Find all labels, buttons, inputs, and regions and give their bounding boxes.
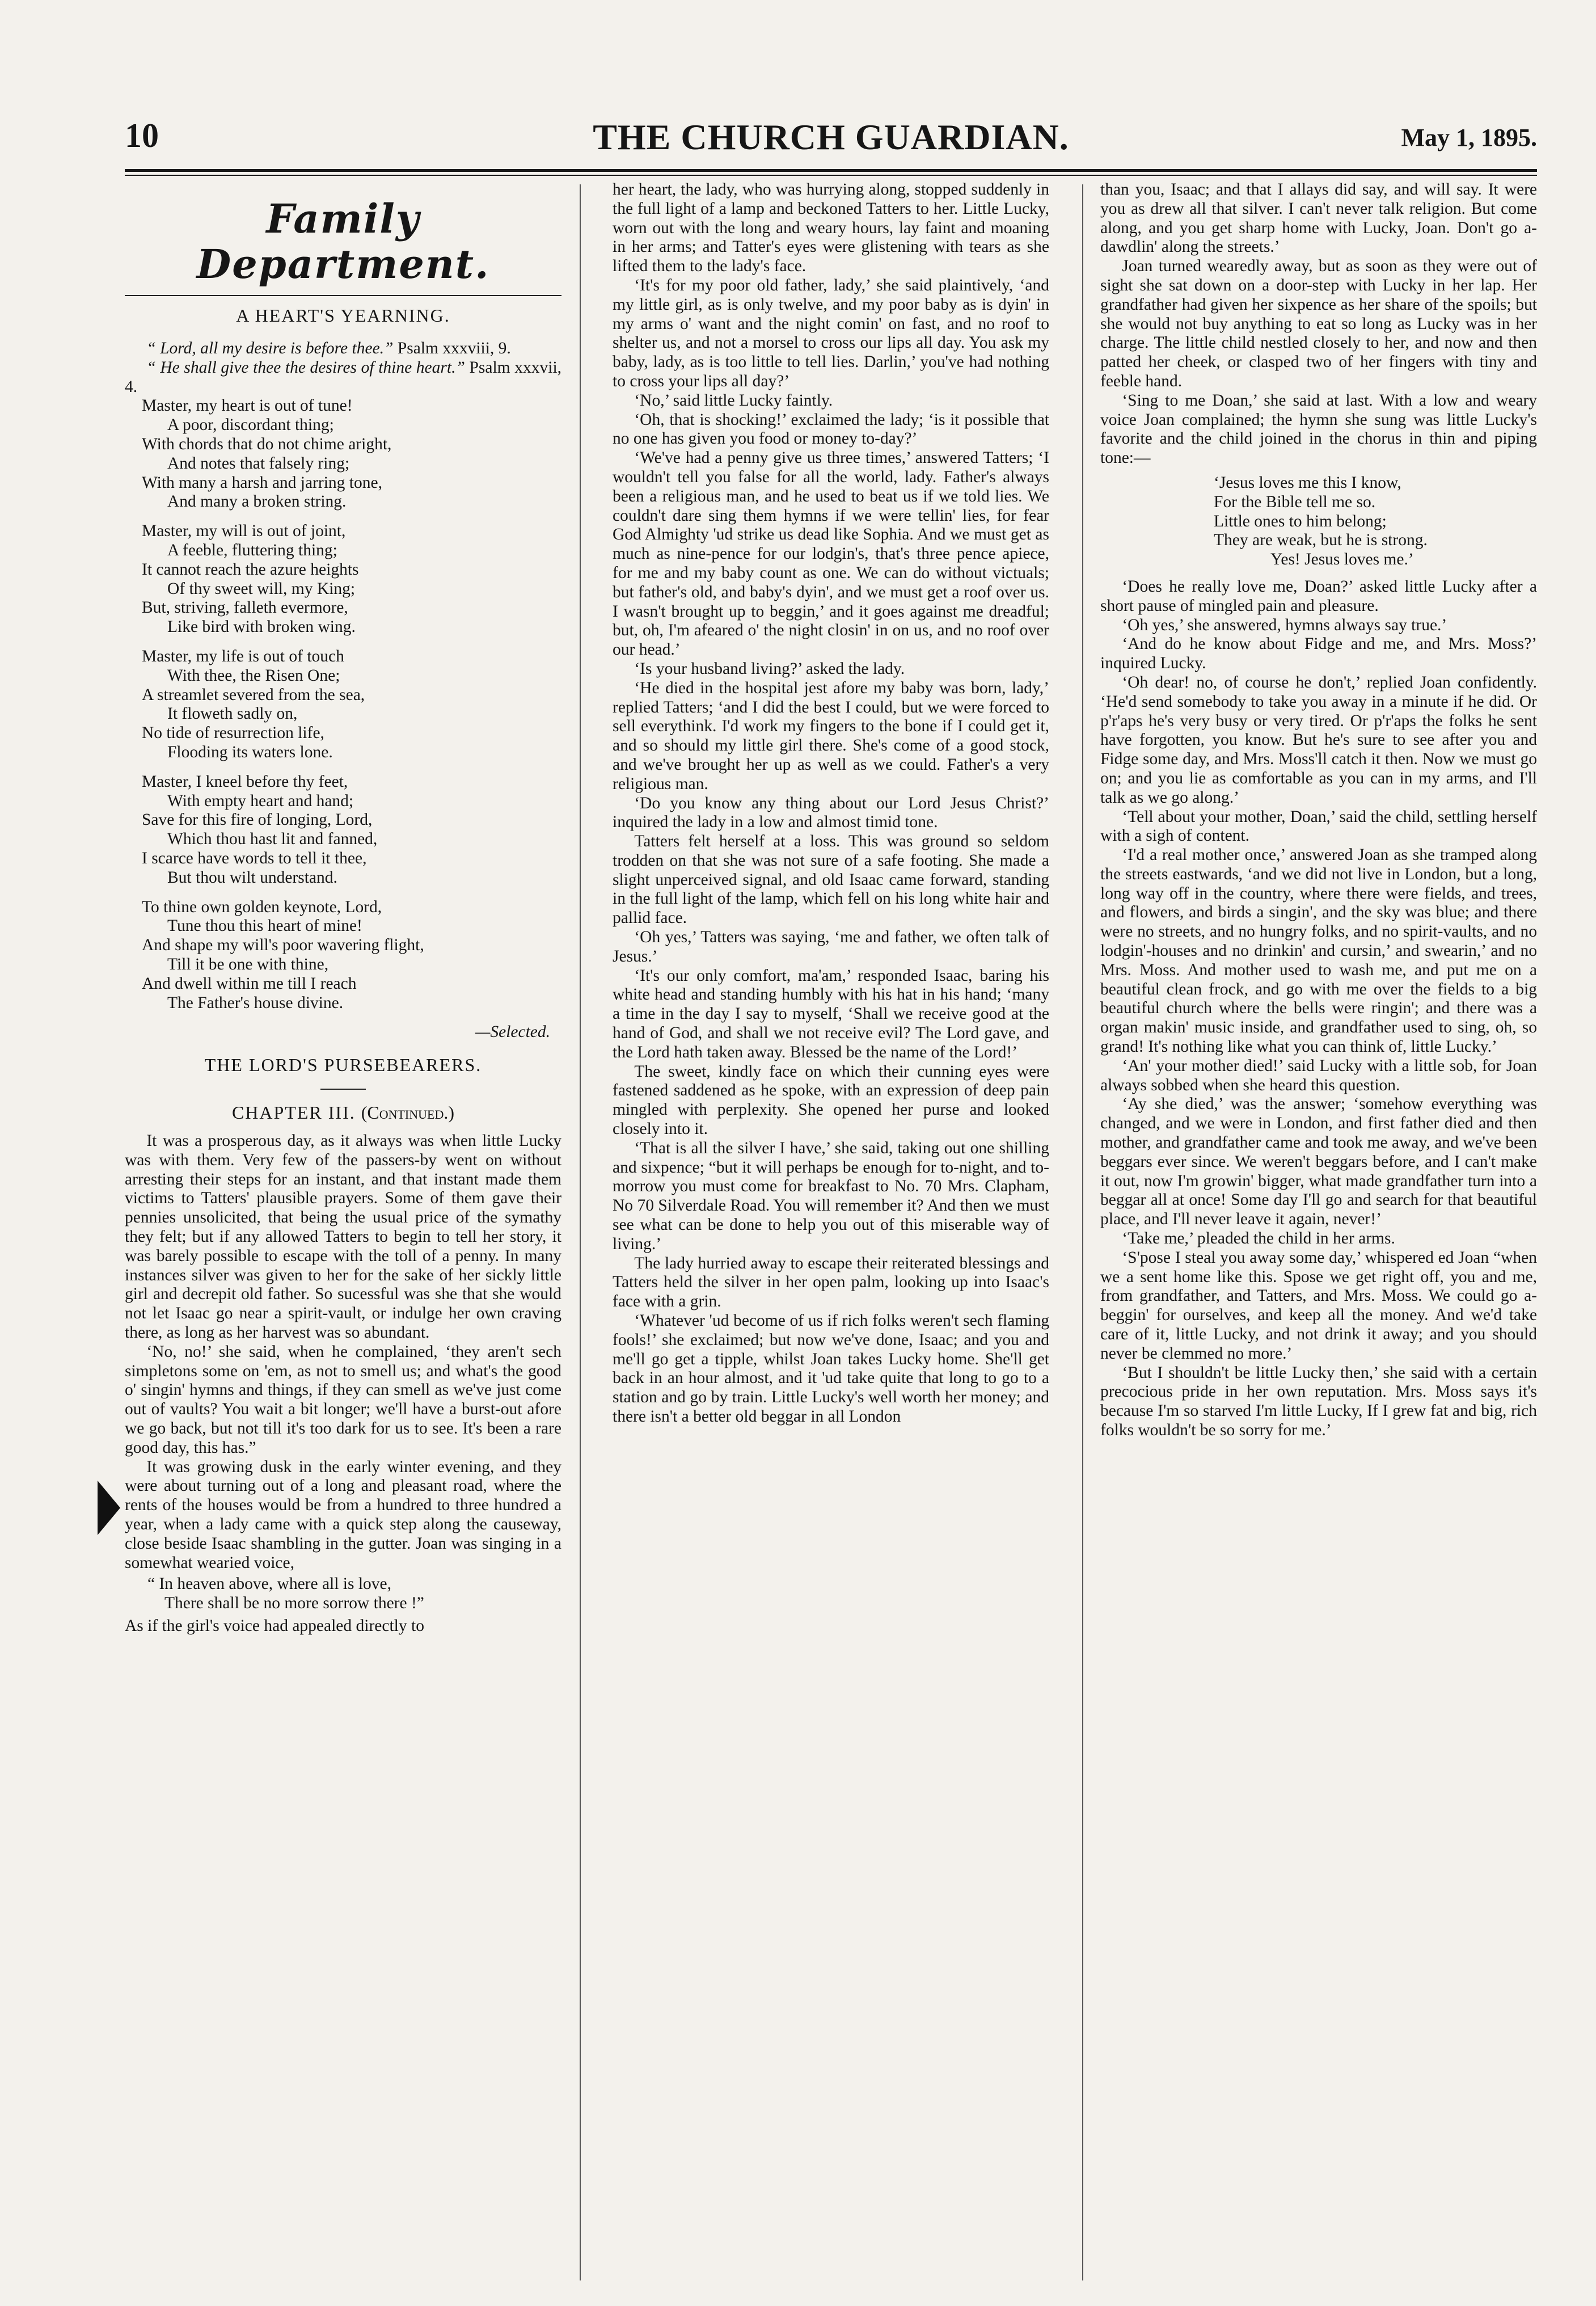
story-paragraph: As if the girl's voice had appealed directly to — [125, 1617, 424, 1635]
story-title: THE LORD'S PURSEBEARERS. — [204, 1055, 482, 1076]
department-heading: Family Department. — [196, 195, 490, 288]
chapter-heading — [125, 1101, 561, 1124]
hymn-quote — [1100, 474, 1537, 570]
story-paragraph: ‘No,’ said little Lucky faintly. — [634, 391, 833, 410]
story-paragraph: It was a prosperous day, as it always was when little Lucky was with them. Very few of the passers-by went on without arresting their steps for an instant, and that instant made them victims to Tatters' plausible prayers. Some of them gave their pennies unsolicited, that being the usual price of the symathy they felt; but if any allowed Tatters to begin to tell her story, it was barely possible to escape with the toll of a penny. In many instances silver was given to her for the sake of her sickly little girl and decrepit old father. So sucessful was she that she would not let Isaac go near a spirit-vault, or indulge her own craving there, as long as her harvest was so abundant. — [125, 1132, 561, 1342]
poem-line: With thee, the Risen One; — [167, 666, 340, 685]
story-paragraph: ‘Ay she died,’ was the answer; ‘somehow everything was changed, and we were in London, and first father died and then mother, and grandfather came and took me away, and we've been beggars ever since. We weren't beggars before, and I can't make it out, now I'm growin' bigger, what made grandfather turn into a beggar all at once! Some day I'll go and search for that beautiful place, and I'll never leave it again, never!’ — [1100, 1095, 1537, 1229]
column-divider — [580, 184, 581, 2280]
poem-line: A feeble, fluttering thing; — [167, 541, 337, 559]
masthead-rule-thin — [125, 175, 1537, 176]
poem-line: Master, my heart is out of tune! — [142, 397, 353, 415]
poem-stanza — [125, 647, 561, 762]
hymn-line: For the Bible tell me so. — [1214, 492, 1376, 511]
poem-line: It cannot reach the azure heights — [142, 560, 359, 579]
poem-line: With many a harsh and jarring tone, — [142, 473, 382, 492]
story-paragraph: It was growing dusk in the early winter evening, and they were about turning out of a long and pleasant road, where the rents of the houses would be from a hundred to three hundred a year, when a lady came with a quick step along the causeway, close beside Isaac shambling in the gutter. Joan was singing in a somewhat wearied voice, — [125, 1457, 561, 1572]
poem-credit: —Selected. — [475, 1023, 550, 1042]
poem-line: Of thy sweet will, my King; — [167, 579, 356, 598]
poem-line: Flooding its waters lone. — [167, 743, 333, 761]
epigraph-quote: “ He shall give thee the desires of thine heart.” — [146, 358, 465, 377]
poem-line: Master, I kneel before thy feet, — [142, 772, 348, 791]
poem-line: Till it be one with thine, — [167, 955, 329, 973]
story-paragraph: ‘He died in the hospital jest afore my baby was born, lady,’ replied Tatters; ‘and I did the best I could, but we were forced to sell everythink. I'd work my fingers to the bone if I could get it, and so should my little girl there. She's come of a good stock, and we've brought her up as well as we could. Father's a very religious man. — [613, 678, 1049, 793]
story-paragraph: ‘Oh dear! no, of course he don't,’ replied Joan confidently. ‘He'd send somebody to take you away in a minute if he did. Or p'r'aps he's very busy or very tired. Or p'r'aps the folks he sent have forgotten, you know. But he's sure to see after you and Fidge some day, and Mrs. Moss'll catch it then. Now we must go on; and you lie as comfortable as you can in my arms, and I'll talk as we go along.’ — [1100, 673, 1537, 807]
epigraph — [125, 339, 561, 359]
column-divider — [1082, 184, 1083, 2280]
story-paragraph: ‘Does he really love me, Doan?’ asked little Lucky after a short pause of mingled pain and pleasure. — [1100, 577, 1537, 615]
story-paragraph: ‘It's our only comfort, ma'am,’ responded Isaac, baring his white head and standing humbly with his hat in his hand; ‘many a time in the day I say to myself, ‘Shall we receive good at the hand of God, and shall we not receive evil? The Lord gave, and the Lord hath taken away. Blessed be the name of the Lord!’ — [613, 966, 1049, 1061]
poem-line: And dwell within me till I reach — [142, 974, 357, 993]
story-paragraph: ‘Do you know any thing about our Lord Jesus Christ?’ inquired the lady in a low and almost timid tone. — [613, 794, 1049, 832]
chapter-continued-note: (Continued.) — [361, 1102, 455, 1123]
story-paragraph: ‘But I shouldn't be little Lucky then,’ she said with a certain precocious pride in her own reputation. Mrs. Moss says it's because I'm so starved I'm little Lucky, If I grew fat and big, rich folks wouldn't be so sorry for me.’ — [1100, 1363, 1537, 1439]
epigraph — [125, 359, 561, 397]
poem-line: Tune thou this heart of mine! — [167, 917, 362, 935]
song-line: There shall be no more sorrow there !” — [164, 1594, 424, 1613]
song-line: “ In heaven above, where all is love, — [147, 1575, 392, 1593]
poem-line: Master, my will is out of joint, — [142, 522, 346, 541]
song-quote — [125, 1575, 561, 1613]
poem-line: With chords that do not chime aright, — [142, 435, 392, 453]
hymn-line: Yes! Jesus loves me.’ — [1270, 550, 1414, 569]
poem-stanza — [125, 773, 561, 888]
poem-line: To thine own golden keynote, Lord, — [142, 897, 382, 916]
hymn-line: ‘Jesus loves me this I know, — [1214, 473, 1401, 492]
heading-rule — [125, 295, 561, 296]
column-1 — [125, 180, 561, 2285]
poem-stanza — [125, 898, 561, 1013]
story-paragraph: ‘Whatever 'ud become of us if rich folks weren't sech flaming fools!’ she exclaimed; but now we've done, Isaac; and you and me'll go get a tipple, whilst Joan takes Lucky home. She'll get back in an hour almost, and it 'ud take quite that long to go to a station and go by train. Little Lucky's well worth her money; and there isn't a better old beggar in all London — [613, 1312, 1049, 1426]
story-paragraph: ‘S'pose I steal you away some day,’ whispered ed Joan “when we a sent home like this. Spose we get right off, you and me, from grandfather, and Tatters, and Mrs. Moss. We could go a-beggin' for ourselves, and keep all the money. And we'd take care of it, little Lucky, and not drink it away; and you should never be clemmed no more.’ — [1100, 1248, 1537, 1363]
masthead — [125, 116, 1537, 167]
hymn-line: Little ones to him belong; — [1214, 512, 1387, 530]
story-paragraph: The sweet, kindly face on which their cunning eyes were fastened saddened as he spoke, with an expression of deep pain mingled with perplexity. She opened her purse and looked closely into it. — [613, 1062, 1049, 1139]
poem-line: A poor, discordant thing; — [167, 416, 334, 435]
poem-line: Master, my life is out of touch — [142, 647, 344, 665]
story-paragraph: ‘Take me,’ pleaded the child in her arms. — [1122, 1229, 1395, 1248]
poem-line: But thou wilt understand. — [167, 868, 337, 887]
issue-date: May 1, 1895. — [1401, 124, 1537, 151]
hymn-line: They are weak, but he is strong. — [1214, 531, 1428, 550]
story-paragraph: ‘I'd a real mother once,’ answered Joan as she tramped along the streets eastwards, ‘and we did not live in London, but a long, long way off in the country, where there were fields, and trees, and flowers, and birds a singin', and the sky was blue; and there were no streets, and no hungry folks, and no spirit-vaults, and no lodgin'-houses and no drinkin' and cursin,’ and swearin,’ and no Mrs. Moss. And mother used to wash me, and put me on a beautiful clean frock, and go with me over the fields to a big beautiful church where the bells were ringin'; and there was a organ makin' music inside, and grandfather used to sing, oh, so grand! It's nothing like what you can think of, little Lucky.’ — [1100, 846, 1537, 1056]
poem-stanza — [125, 522, 561, 637]
poem-title: A HEART'S YEARNING. — [236, 305, 450, 326]
poem-line: Which thou hast lit and fanned, — [167, 830, 378, 849]
chapter-number: CHAPTER III. — [231, 1102, 356, 1123]
story-paragraph: ‘Oh yes,’ Tatters was saying, ‘me and father, we often talk of Jesus.’ — [613, 928, 1049, 966]
poem-stanza — [125, 397, 561, 512]
story-paragraph: ‘Is your husband living?’ asked the lady. — [634, 659, 905, 678]
story-paragraph: ‘Tell about your mother, Doan,’ said the child, settling herself with a sigh of content. — [1100, 807, 1537, 845]
story-paragraph: ‘Oh yes,’ she answered, hymns always say true.’ — [1122, 616, 1447, 634]
column-2 — [613, 180, 1049, 2285]
story-paragraph: The lady hurried away to escape their reiterated blessings and Tatters held the silver in her open palm, looking up into Isaac's face with a grin. — [613, 1254, 1049, 1311]
story-paragraph: ‘And do he know about Fidge and me, and Mrs. Moss?’ inquired Lucky. — [1100, 635, 1537, 673]
story-paragraph: ‘Oh, that is shocking!’ exclaimed the lady; ‘is it possible that no one has given you food or money to-day?’ — [613, 410, 1049, 448]
story-paragraph: ‘We've had a penny give us three times,’ answered Tatters; ‘I wouldn't tell you false for all the world, lady. Father's always been a religious man, and he used to beat us if we told lies. We couldn't dare sing them hymns if we were tellin' lies, for fear God Almighty 'ud strike us dead like Sophia. And we must get as much as nine-pence for our lodgin's, that's three pence apiece, for me and my baby count as one. We can do without victuals; but father's old, and baby's dyin', and we must get a roof over us. I wasn't brought up to beggin,’ and it goes against me dreadful; but, oh, I'm afeared o' the night closin' in on us, and no roof over our head.’ — [613, 449, 1049, 659]
story-paragraph: Tatters felt herself at a loss. This was ground so seldom trodden on that she was not sure of a safe footing. She made a slight unperceived signal, and old Isaac came forward, standing in the full light of the lamp, which fell on his long white hair and pallid face. — [613, 832, 1049, 928]
epigraph-quote: “ Lord, all my desire is before thee.” — [146, 339, 394, 357]
newspaper-title: THE CHURCH GUARDIAN. — [593, 117, 1069, 157]
story-paragraph: Joan turned wearedly away, but as soon as they were out of sight she sat down on a door-step with Lucky in her lap. Her grandfather had given her sixpence as her share of the spoils; but she would not buy anything to eat so long as Lucky was in her charge. The little child nestled closely to her, and now and then patted her cheek, or clasped two of her fingers with tiny and feeble hand. — [1100, 257, 1537, 390]
story-paragraph: ‘An' your mother died!’ said Lucky with a little sob, for Joan always sobbed when she heard this question. — [1100, 1056, 1537, 1094]
poem-line: No tide of resurrection life, — [142, 724, 324, 743]
page-number: 10 — [125, 117, 159, 154]
poem-line: With empty heart and hand; — [167, 791, 354, 810]
poem-line: Save for this fire of longing, Lord, — [142, 811, 373, 829]
poem-line: The Father's house divine. — [167, 993, 344, 1012]
story-paragraph: ‘It's for my poor old father, lady,’ she said plaintively, ‘and my little girl, as is only twelve, and my poor baby as is dyin' in my arms o' want and the night comin' on fast, and no roof to shelter us, and not a morsel to cross our lips all day. You ask my baby, lady, as is too little to tell lies. Darlin,’ you've had nothing to cross your lips all day?’ — [613, 276, 1049, 390]
poem-line: A streamlet severed from the sea, — [142, 685, 365, 704]
poem-line: But, striving, falleth evermore, — [142, 598, 348, 617]
masthead-rule-thick — [125, 169, 1537, 172]
poem-line: I scarce have words to tell it thee, — [142, 849, 367, 867]
story-paragraph: ‘Sing to me Doan,’ she said at last. With a low and weary voice Joan complained; the hymn she sung was little Lucky's favorite and the child joined in the chorus in thin and piping tone:— — [1100, 391, 1537, 467]
poem-line: And shape my will's poor wavering flight, — [142, 936, 424, 955]
story-paragraph: than you, Isaac; and that I allays did say, and will say. It were you as drew all that silver. I can't never talk religion. But come along, and you get sharp home with Lucky, Joan. Don't go a-dawdlin' along the streets.’ — [1100, 180, 1537, 256]
story-paragraph: her heart, the lady, who was hurrying along, stopped suddenly in the full light of a lamp and beckoned Tatters to her. Little Lucky, worn out with the long and weary hours, lay faint and moaning in her arms; and Tatter's eyes were glistening with tears as she lifted them to the lady's face. — [613, 180, 1049, 276]
page-pointer-mark — [98, 1481, 120, 1535]
poem-line: Like bird with broken wing. — [167, 618, 356, 636]
title-rule — [320, 1089, 366, 1090]
epigraph-reference: Psalm xxxviii, 9. — [397, 339, 511, 357]
story-paragraph: ‘That is all the silver I have,’ she said, taking out one shilling and sixpence; “but it will perhaps be enough for to-night, and to-morrow you must come for breakfast to No. 70 Mrs. Clapham, No 70 Silverdale Road. You will remember it? And then we must see what can be done to help you out of this miserable way of living.’ — [613, 1139, 1049, 1253]
column-3 — [1100, 180, 1537, 2285]
story-paragraph: ‘No, no!’ she said, when he complained, ‘they aren't sech simpletons some on 'em, as not to smell us; and what's the good o' singin' hymns and things, if they can smell as we've just come out of vaults? You wait a bit longer; we'll have a burst-out afore we go back, but not till it's too dark for us to see. It's been a rare good day, this has.” — [125, 1342, 561, 1457]
poem-line: And notes that falsely ring; — [167, 454, 350, 473]
poem-line: And many a broken string. — [167, 492, 347, 511]
epigraph-reference: Psalm xxxvii, 4. — [125, 358, 561, 396]
poem-line: It floweth sadly on, — [167, 705, 298, 723]
